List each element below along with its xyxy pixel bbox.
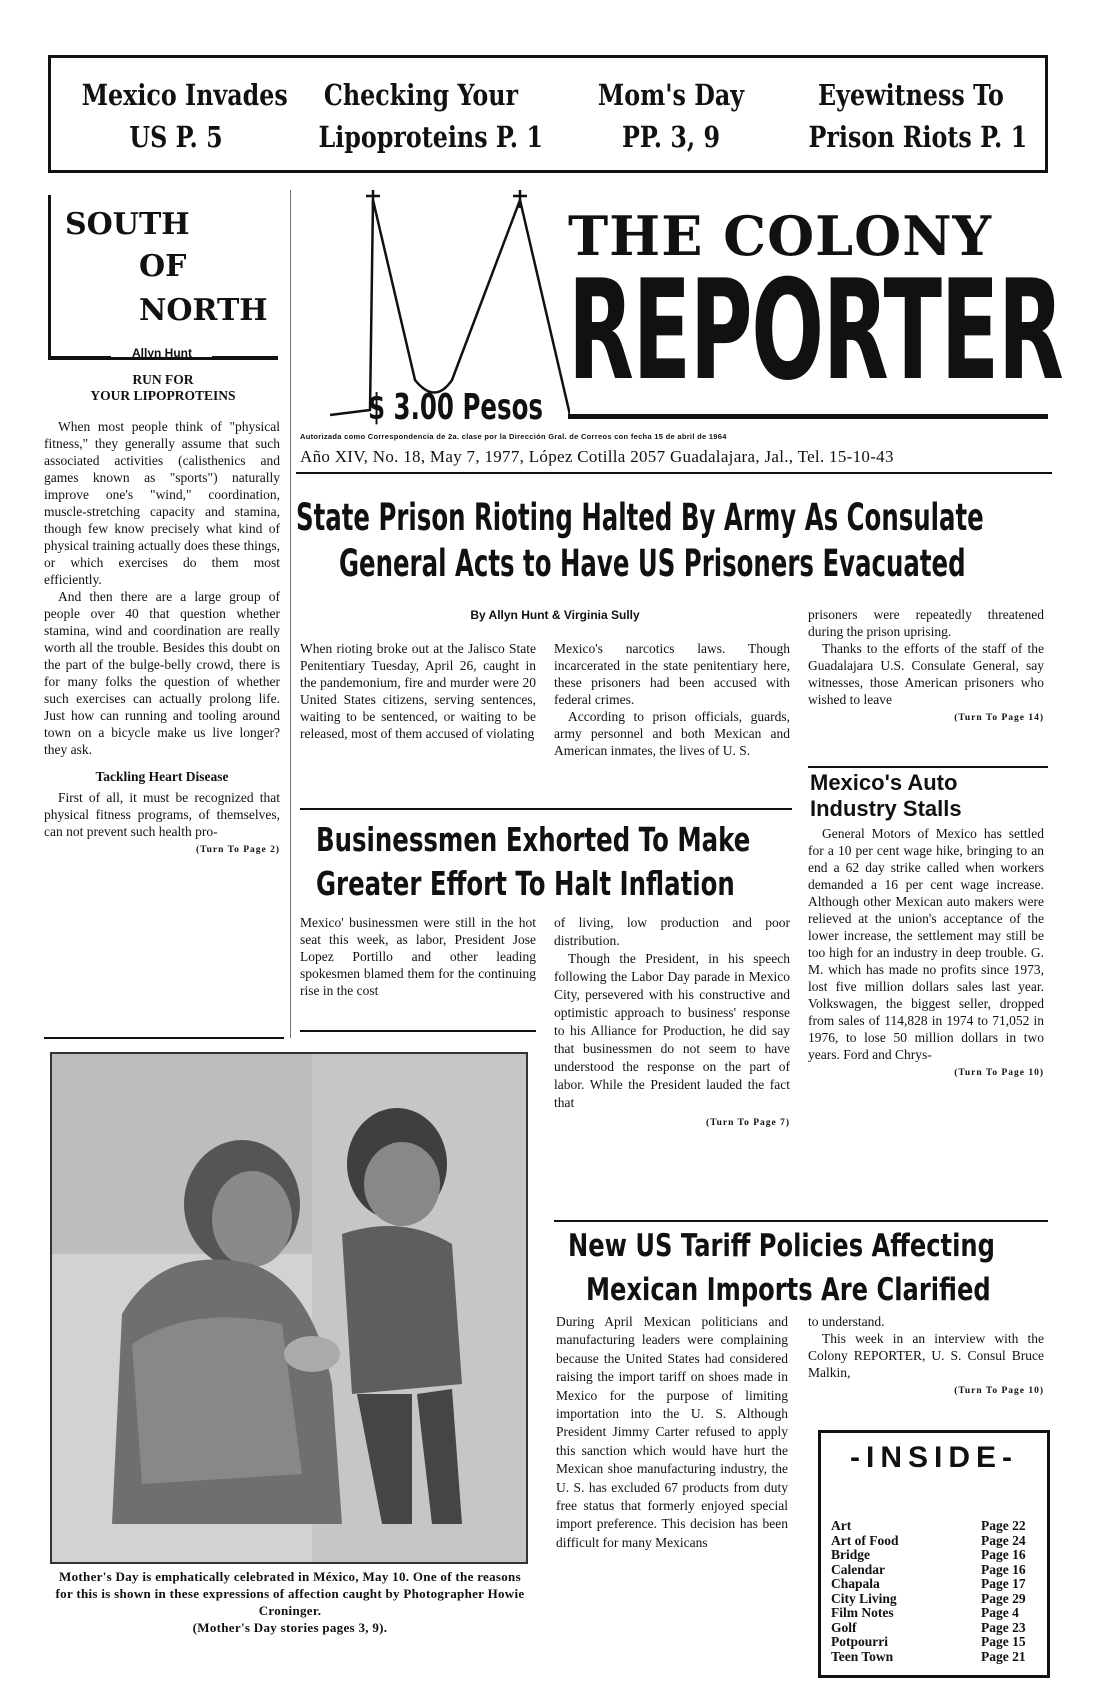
mothers-day-photo bbox=[50, 1052, 528, 1564]
mother-and-child-image bbox=[52, 1054, 528, 1564]
inflation-column-2: of living, low production and poor distribution. Though the President, in his speech following the Labor Day parade in Mexico City, persevered with his constructive and optimistic approach to business' response to his Alliance for Production, he did say that businessmen do not seem to have understood the response on the part of labor. While the President lauded the fact that (Turn To Page 7) bbox=[554, 914, 790, 1132]
tariff-column-1: During April Mexican politicians and manufacturing leaders were complaining because the United States had considered raising the import tariff on shoes made in Mexico for the purpose of limiting importation into the U. S. Although President Jimmy Carter refused to apply this sanction which would have hurt the Mexican shoe manufacturing industry, the U. S. has excluded 67 products from duty free status that formerly enjoyed special import preference. This decision has been difficult for many Mexicans bbox=[556, 1314, 788, 1550]
teaser-prison-riots[interactable]: Eyewitness To Prison Riots P. 1 bbox=[808, 78, 1028, 154]
inside-item-potpourri[interactable]: Potpourri Page 15 bbox=[831, 1634, 1026, 1649]
tariff-headline[interactable]: New US Tariff Policies Affecting Mexican Imports Are Clarified bbox=[568, 1228, 995, 1308]
inside-item-art[interactable]: Art Page 22 bbox=[831, 1518, 1026, 1533]
column-paragraph-2: And then there are a large group of people over 40 that question whether stamina, wind and coordination are really worth all the trouble. Besides this doubt on the part of the bulge-belly crowd, there is for many folks the question of whether such exercises can actually prolong life. Just how can running and tooling around town on a bicycle make us live longer? they ask. bbox=[44, 589, 280, 757]
teaser-box bbox=[48, 55, 1048, 173]
masthead-reporter: REPORTER bbox=[568, 250, 1063, 411]
auto-headline[interactable]: Mexico's Auto Industry Stalls bbox=[810, 770, 962, 821]
auto-body: General Motors of Mexico has settled for a 10 per cent wage hike, bringing to an end a 62 day strike called when workers demanded a 16 per cent wage increase. Although other Mexican auto makers were relieved at the union's acceptance of the lower increase, the settlement may still be too high for an industry in deep trouble. G. M. which has made no profits since 1973, lost five million dollars sales last year. Volkswagen, the biggest seller, dropped from sales of 114,828 in 1974 to 71,052 in 1976, to lose 50 million dollars in two years. Ford and Chrys- (Turn To Page 10) bbox=[808, 825, 1044, 1082]
inside-item-chapala[interactable]: Chapala Page 17 bbox=[831, 1576, 1026, 1591]
price-label: $ 3.00 Pesos bbox=[368, 387, 543, 428]
prison-headline[interactable]: State Prison Rioting Halted By Army As Consulate General Acts to Have US Prisoners Evacuated bbox=[296, 496, 984, 585]
teaser-lipoproteins[interactable]: Checking Your Lipoproteins P. 1 bbox=[318, 78, 543, 154]
column-body bbox=[44, 418, 280, 859]
teaser-moms-day[interactable]: Mom's Day PP. 3, 9 bbox=[597, 78, 745, 154]
column-title-of: OF bbox=[139, 249, 187, 284]
inflation-column-1: Mexico' businessmen were still in the hot seat this week, as labor, President Jose Lopez Portillo and other leading spokesmen blamed them for the continuing rise in the cost bbox=[300, 915, 536, 998]
column-title-south: SOUTH bbox=[65, 207, 190, 242]
column-author: Allyn Hunt bbox=[132, 346, 192, 360]
inside-item-film-notes[interactable]: Film Notes Page 4 bbox=[831, 1605, 1019, 1620]
prison-column-3: prisoners were repeatedly threatened during the prison uprising. Thanks to the efforts of the staff of the Guadalajara U.S. Consulate General, say witnesses, those American prisoners who wished to leave (Turn To Page 14) bbox=[808, 606, 1044, 727]
inside-item-art-of-food[interactable]: Art of Food Page 24 bbox=[831, 1532, 1026, 1548]
inside-index-box bbox=[818, 1430, 1050, 1678]
masthead-the-colony: THE COLONY bbox=[568, 204, 993, 268]
column-subhead: Tackling Heart Disease bbox=[95, 769, 229, 784]
inside-item-city-living[interactable]: City Living Page 29 bbox=[831, 1590, 1026, 1606]
tariff-turn-link[interactable]: (Turn To Page 10) bbox=[954, 1386, 1044, 1396]
dateline: Año XIV, No. 18, May 7, 1977, López Cotilla 2057 Guadalajara, Jal., Tel. 15-10-43 bbox=[300, 447, 894, 466]
inside-item-calendar[interactable]: Calendar Page 16 bbox=[831, 1561, 1026, 1577]
inside-item-bridge[interactable]: Bridge Page 16 bbox=[831, 1547, 1026, 1562]
cathedral-towers-logo bbox=[330, 190, 570, 420]
column-turn-link[interactable]: (Turn To Page 2) bbox=[195, 845, 280, 855]
inside-item-teen-town[interactable]: Teen Town Page 21 bbox=[831, 1648, 1026, 1664]
column-paragraph-3: First of all, it must be recognized that physical fitness programs, of themselves, can not prevent such health pro- bbox=[44, 790, 280, 839]
column-title-north: NORTH bbox=[139, 293, 268, 328]
inside-item-golf[interactable]: Golf Page 23 bbox=[831, 1619, 1026, 1635]
column-headline: RUN FOR YOUR LIPOPROTEINS bbox=[90, 372, 236, 403]
auto-turn-link[interactable]: (Turn To Page 10) bbox=[954, 1068, 1044, 1078]
prison-column-1: When rioting broke out at the Jalisco State Penitentiary Tuesday, April 26, caught in the pandemonium, fire and murder were 20 United States citizens, serving sentences, waiting to be sentenced, or waiting to be released, most of them accused of violating bbox=[300, 641, 536, 741]
teaser-mexico-invades[interactable]: Mexico Invades US P. 5 bbox=[81, 78, 288, 154]
inside-title: -INSIDE- bbox=[850, 1441, 1018, 1474]
postal-registration: Autorizada como Correspondencia de 2a. clase por la Dirección Gral. de Correos con fecha 15 de abril de 1964 bbox=[300, 432, 727, 441]
inflation-turn-link[interactable]: (Turn To Page 7) bbox=[705, 1118, 790, 1128]
prison-byline: By Allyn Hunt & Virginia Sully bbox=[470, 608, 640, 622]
photo-caption: Mother's Day is emphatically celebrated in México, May 10. One of the reasons for this is shown in these expressions of affection caught by Photographer Howie Croninger. (Mother's Day stories pages 3, 9). bbox=[55, 1569, 525, 1635]
tariff-column-2: to understand. This week in an interview with the Colony REPORTER, U. S. Consul Bruce Malkin, (Turn To Page 10) bbox=[808, 1313, 1044, 1400]
prison-column-2: Mexico's narcotics laws. Though incarcerated in the state penitentiary here, these prisoners had been accused with federal crimes. According to prison officials, guards, army personnel and both Mexican and American inmates, the lives of U. S. bbox=[554, 641, 790, 758]
column-paragraph-1: When most people think of "physical fitness," they generally assume that such associated activities (calisthenics and games known as "sports") naturally improve one's "wind," coordination, muscle-stretching capacity and stamina, though few know precisely what kind of physical training actually does these things, or which exercises do them most efficiently. bbox=[44, 419, 280, 587]
column-title-box bbox=[48, 195, 278, 360]
inflation-headline[interactable]: Businessmen Exhorted To Make Greater Effort To Halt Inflation bbox=[316, 820, 751, 903]
prison-turn-link[interactable]: (Turn To Page 14) bbox=[954, 713, 1044, 723]
